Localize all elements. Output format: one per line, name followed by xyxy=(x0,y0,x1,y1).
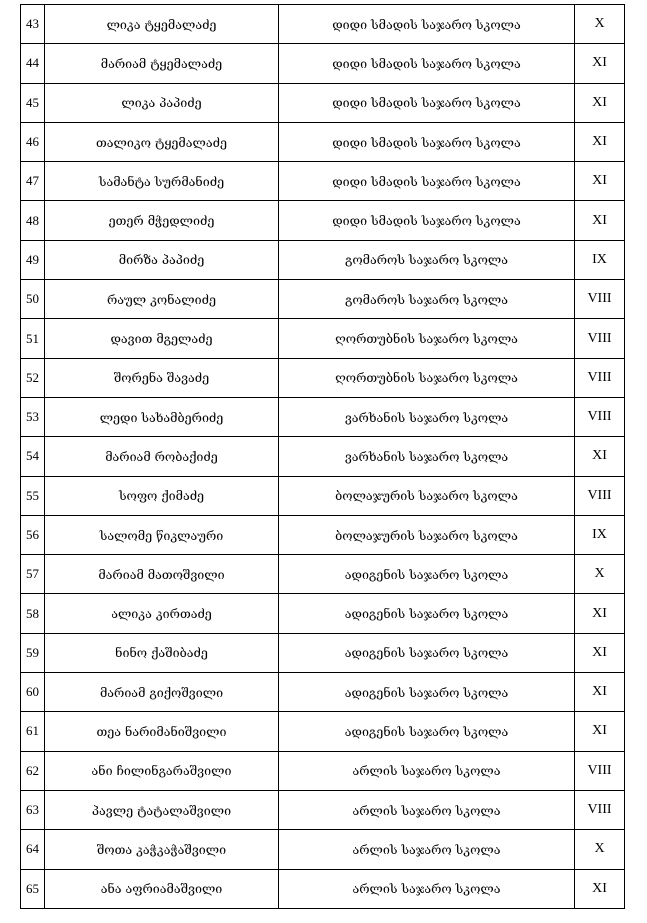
school-name: ადიგენის საჯარო სკოლა xyxy=(279,633,575,672)
school-name: დიდი სმადის საჯარო სკოლა xyxy=(279,122,575,161)
table-row xyxy=(21,869,625,908)
row-number: 49 xyxy=(21,240,45,279)
grade-cell: XI xyxy=(575,122,625,161)
table-row xyxy=(21,673,625,712)
grade-cell: XI xyxy=(575,712,625,751)
student-name: სამანტა სურმანიძე xyxy=(45,162,279,201)
row-number: 63 xyxy=(21,790,45,829)
table-row xyxy=(21,594,625,633)
school-name: დიდი სმადის საჯარო სკოლა xyxy=(279,83,575,122)
row-number: 50 xyxy=(21,280,45,319)
grade-cell: XI xyxy=(575,633,625,672)
row-number: 43 xyxy=(21,5,45,44)
student-name: ეთერ მჭედლიძე xyxy=(45,201,279,240)
row-number: 48 xyxy=(21,201,45,240)
student-name: მარიამ ტყემალაძე xyxy=(45,44,279,83)
school-name: ადიგენის საჯარო სკოლა xyxy=(279,712,575,751)
student-name: ანა აფრიამაშვილი xyxy=(45,869,279,908)
grade-cell: XI xyxy=(575,83,625,122)
row-number: 62 xyxy=(21,751,45,790)
row-number: 51 xyxy=(21,319,45,358)
school-name: არლის საჯარო სკოლა xyxy=(279,751,575,790)
school-name: დიდი სმადის საჯარო სკოლა xyxy=(279,162,575,201)
row-number: 56 xyxy=(21,515,45,554)
grade-cell: XI xyxy=(575,437,625,476)
student-name: ლიკა პაპიძე xyxy=(45,83,279,122)
school-name: ღორთუბნის საჯარო სკოლა xyxy=(279,358,575,397)
school-name: არლის საჯარო სკოლა xyxy=(279,830,575,869)
grade-cell: VIII xyxy=(575,280,625,319)
row-number: 59 xyxy=(21,633,45,672)
student-name: მარიამ გიქოშვილი xyxy=(45,673,279,712)
table-row xyxy=(21,397,625,436)
row-number: 65 xyxy=(21,869,45,908)
grade-cell: IX xyxy=(575,240,625,279)
student-name: მარიამ რობაქიძე xyxy=(45,437,279,476)
row-number: 47 xyxy=(21,162,45,201)
student-name: დავით მგელაძე xyxy=(45,319,279,358)
student-table-body xyxy=(21,5,625,909)
grade-cell: VIII xyxy=(575,397,625,436)
row-number: 57 xyxy=(21,555,45,594)
student-name: ლიკა ტყემალაძე xyxy=(45,5,279,44)
grade-cell: VIII xyxy=(575,790,625,829)
table-row xyxy=(21,5,625,44)
table-row xyxy=(21,280,625,319)
table-row xyxy=(21,751,625,790)
school-name: არლის საჯარო სკოლა xyxy=(279,790,575,829)
student-name: ნინო ქაშიბაძე xyxy=(45,633,279,672)
table-row xyxy=(21,633,625,672)
row-number: 53 xyxy=(21,397,45,436)
table-row xyxy=(21,162,625,201)
student-table xyxy=(20,4,625,909)
table-row xyxy=(21,515,625,554)
table-row xyxy=(21,476,625,515)
student-name: თეა ნარიმანიშვილი xyxy=(45,712,279,751)
student-name: მირზა პაპიძე xyxy=(45,240,279,279)
school-name: ადიგენის საჯარო სკოლა xyxy=(279,594,575,633)
school-name: ვარხანის საჯარო სკოლა xyxy=(279,397,575,436)
school-name: ვარხანის საჯარო სკოლა xyxy=(279,437,575,476)
row-number: 60 xyxy=(21,673,45,712)
student-name: რაულ კონალიძე xyxy=(45,280,279,319)
table-row xyxy=(21,358,625,397)
table-row xyxy=(21,555,625,594)
student-name: პავლე ტატალაშვილი xyxy=(45,790,279,829)
student-name: თალიკო ტყემალაძე xyxy=(45,122,279,161)
student-name: შორენა შავაძე xyxy=(45,358,279,397)
school-name: დიდი სმადის საჯარო სკოლა xyxy=(279,201,575,240)
row-number: 52 xyxy=(21,358,45,397)
school-name: ადიგენის საჯარო სკოლა xyxy=(279,673,575,712)
table-row xyxy=(21,44,625,83)
grade-cell: XI xyxy=(575,44,625,83)
row-number: 58 xyxy=(21,594,45,633)
row-number: 54 xyxy=(21,437,45,476)
row-number: 44 xyxy=(21,44,45,83)
student-name: სალომე წიკლაური xyxy=(45,515,279,554)
grade-cell: IX xyxy=(575,515,625,554)
student-name: მარიამ მათოშვილი xyxy=(45,555,279,594)
table-row xyxy=(21,201,625,240)
table-row xyxy=(21,712,625,751)
student-name: სოფო ქიმაძე xyxy=(45,476,279,515)
grade-cell: VIII xyxy=(575,358,625,397)
grade-cell: XI xyxy=(575,162,625,201)
school-name: დიდი სმადის საჯარო სკოლა xyxy=(279,44,575,83)
grade-cell: XI xyxy=(575,673,625,712)
school-name: ღორთუბნის საჯარო სკოლა xyxy=(279,319,575,358)
table-row xyxy=(21,122,625,161)
table-row xyxy=(21,830,625,869)
student-name: ანი ჩილინგარაშვილი xyxy=(45,751,279,790)
grade-cell: X xyxy=(575,830,625,869)
grade-cell: VIII xyxy=(575,476,625,515)
grade-cell: XI xyxy=(575,201,625,240)
grade-cell: X xyxy=(575,5,625,44)
grade-cell: VIII xyxy=(575,751,625,790)
grade-cell: VIII xyxy=(575,319,625,358)
student-name: ალიკა კირთაძე xyxy=(45,594,279,633)
student-name: შოთა კაჭკაჭაშვილი xyxy=(45,830,279,869)
school-name: არლის საჯარო სკოლა xyxy=(279,869,575,908)
table-row xyxy=(21,790,625,829)
school-name: გომაროს საჯარო სკოლა xyxy=(279,280,575,319)
table-row xyxy=(21,83,625,122)
grade-cell: XI xyxy=(575,869,625,908)
school-name: ბოლაჯურის საჯარო სკოლა xyxy=(279,515,575,554)
student-name: ლედი სახამბერიძე xyxy=(45,397,279,436)
row-number: 61 xyxy=(21,712,45,751)
row-number: 45 xyxy=(21,83,45,122)
row-number: 55 xyxy=(21,476,45,515)
school-name: გომაროს საჯარო სკოლა xyxy=(279,240,575,279)
grade-cell: X xyxy=(575,555,625,594)
grade-cell: XI xyxy=(575,594,625,633)
row-number: 64 xyxy=(21,830,45,869)
school-name: ბოლაჯურის საჯარო სკოლა xyxy=(279,476,575,515)
table-row xyxy=(21,240,625,279)
school-name: დიდი სმადის საჯარო სკოლა xyxy=(279,5,575,44)
school-name: ადიგენის საჯარო სკოლა xyxy=(279,555,575,594)
row-number: 46 xyxy=(21,122,45,161)
table-row xyxy=(21,437,625,476)
table-row xyxy=(21,319,625,358)
